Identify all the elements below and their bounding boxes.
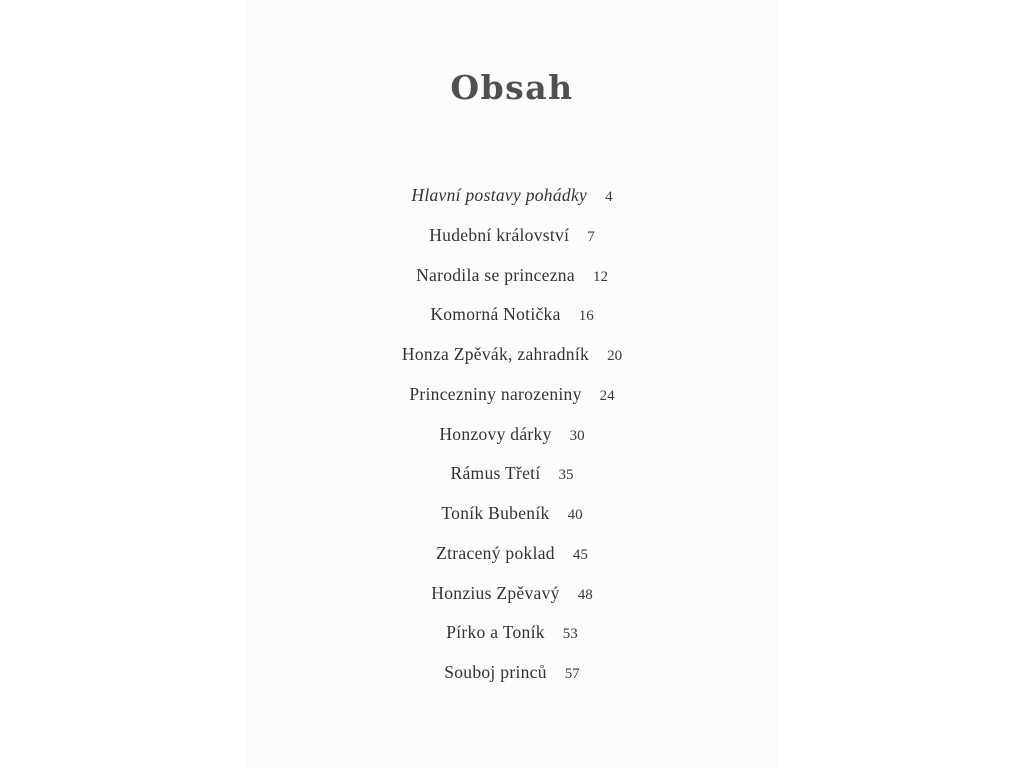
toc-entry <box>0 256 1024 296</box>
chapter-title: Hlavní postavy pohádky <box>411 185 588 205</box>
toc-entry <box>0 176 1024 216</box>
page-number: 7 <box>587 228 595 245</box>
chapter-title: Narodila se princezna <box>416 264 575 285</box>
chapter-title: Komorná Notička <box>430 304 561 325</box>
page-number: 30 <box>569 427 585 444</box>
chapter-title: Pírko a Toník <box>446 622 545 643</box>
toc-entry <box>0 574 1024 614</box>
toc-entry <box>0 415 1024 455</box>
page-number: 53 <box>562 626 578 643</box>
page-number: 57 <box>564 666 580 682</box>
page-number: 40 <box>567 507 583 523</box>
toc-entry <box>0 653 1024 693</box>
chapter-title: Hudební království <box>429 224 570 245</box>
toc-entry <box>0 613 1024 653</box>
table-of-contents <box>0 176 1024 693</box>
chapter-title: Honza Zpěvák, zahradník <box>401 344 590 364</box>
chapter-title: Rámus Třetí <box>450 463 541 484</box>
page-number: 16 <box>578 308 594 325</box>
chapter-title: Honzius Zpěvavý <box>431 582 560 603</box>
toc-entry <box>0 335 1024 375</box>
page-title: Obsah <box>450 68 574 107</box>
page-number: 12 <box>592 268 608 285</box>
page-number: 45 <box>572 546 588 563</box>
page-number: 20 <box>607 348 623 364</box>
toc-entry <box>0 494 1024 534</box>
toc-entry <box>0 375 1024 415</box>
chapter-title: Honzovy dárky <box>439 423 552 444</box>
page-number: 48 <box>577 586 593 603</box>
toc-entry <box>0 295 1024 335</box>
toc-entry <box>0 216 1024 256</box>
page-number: 4 <box>605 189 613 205</box>
chapter-title: Ztracený poklad <box>436 542 555 563</box>
page-number: 24 <box>599 387 615 404</box>
toc-entry <box>0 454 1024 494</box>
chapter-title: Princezniny narozeniny <box>409 383 582 404</box>
chapter-title: Toník Bubeník <box>441 503 550 523</box>
toc-entry <box>0 534 1024 574</box>
chapter-title: Souboj princů <box>444 662 547 682</box>
page-number: 35 <box>558 467 574 484</box>
